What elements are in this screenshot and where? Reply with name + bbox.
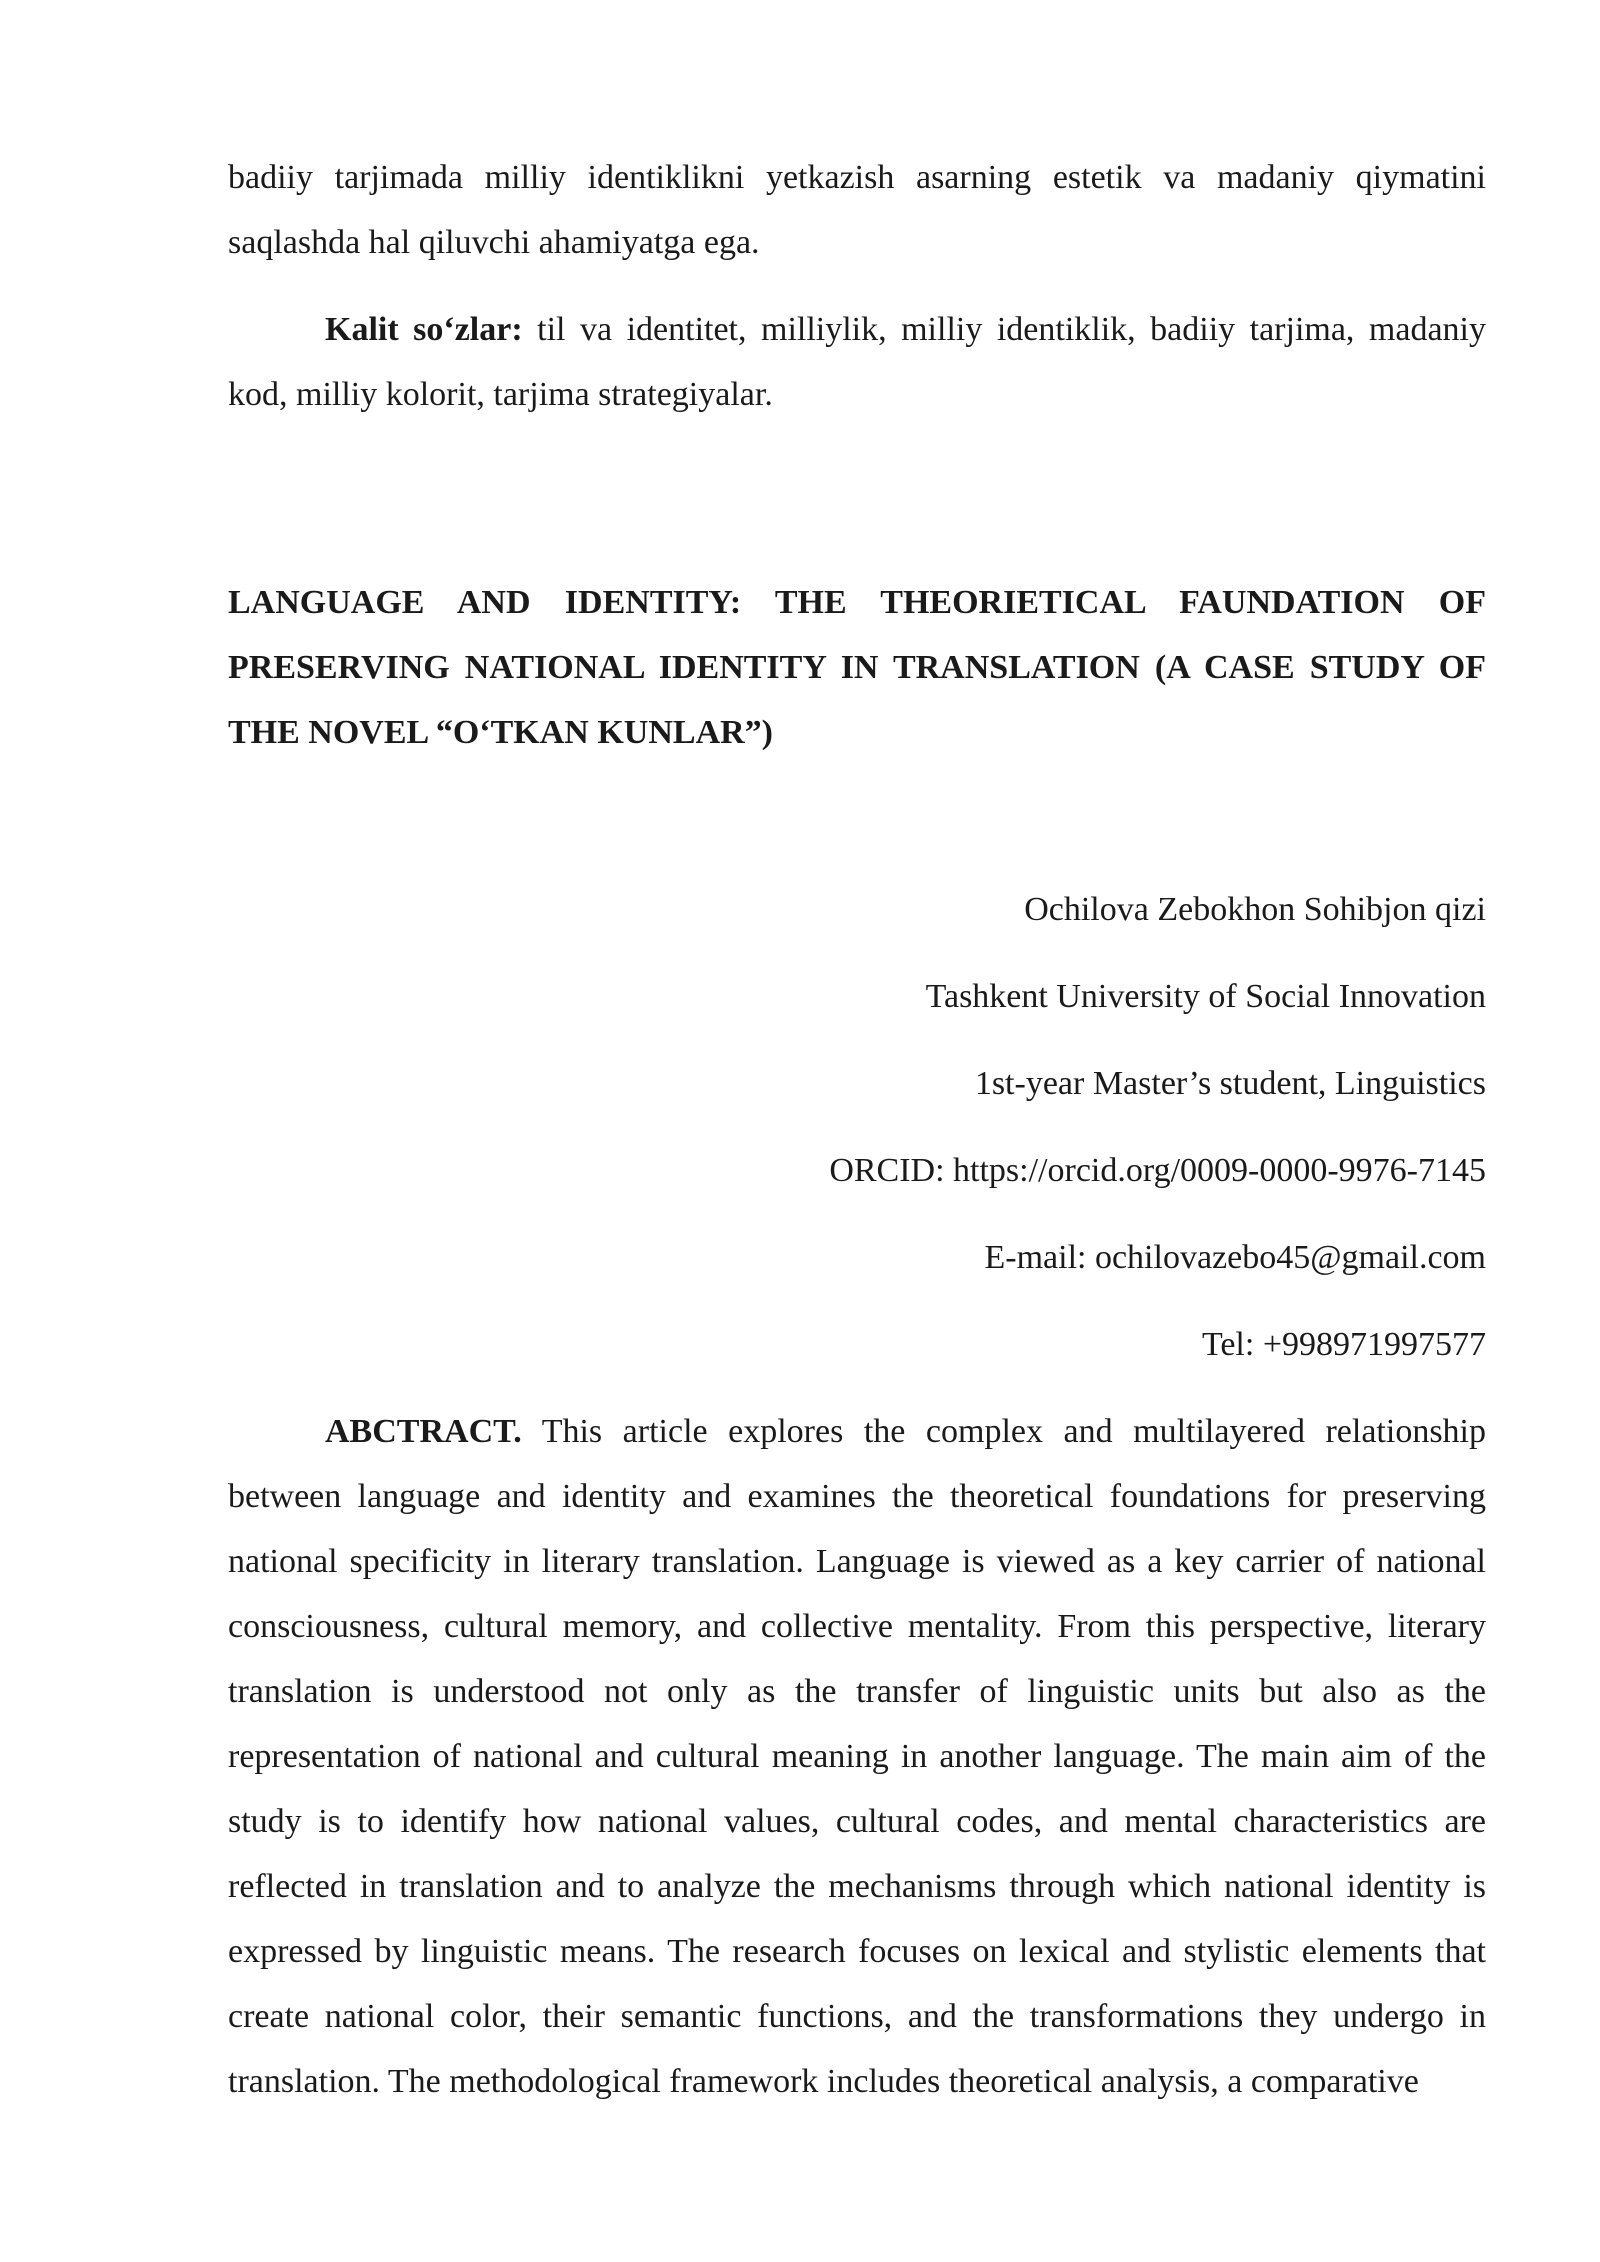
author-block bbox=[228, 877, 1486, 1377]
author-email: E-mail: ochilovazebo45@gmail.com bbox=[984, 1239, 1486, 1276]
top-paragraph-text: badiiy tarjimada milliy identiklikni yetkazish asarning estetik va madaniy qiymatini saqlashda hal qiluvchi ahamiyatga ega. bbox=[228, 159, 1486, 261]
author-university: Tashkent University of Social Innovation bbox=[925, 978, 1486, 1015]
author-tel: Tel: +998971997577 bbox=[1201, 1326, 1486, 1363]
abstract-paragraph bbox=[228, 1399, 1486, 2114]
keywords-text: til va identitet, milliylik, milliy identiklik, badiiy tarjima, madaniy kod, milliy kolorit, tarjima strategiyalar. bbox=[228, 311, 1486, 413]
article-title: LANGUAGE AND IDENTITY: THE THEORIETICAL FAUNDATION OF PRESERVING NATIONAL IDENTITY IN TRANSLATION (A CASE STUDY OF THE NOVEL “O‘TKAN KUNLAR”) bbox=[228, 584, 1486, 751]
top-paragraph bbox=[228, 145, 1486, 275]
keywords-label: Kalit so‘zlar: bbox=[325, 311, 523, 348]
document-page bbox=[228, 145, 1486, 2114]
author-name: Ochilova Zebokhon Sohibjon qizi bbox=[1024, 891, 1486, 928]
keywords-paragraph bbox=[228, 297, 1486, 427]
abstract-label: ABCTRACT. bbox=[325, 1413, 522, 1450]
author-position: 1st-year Master’s student, Linguistics bbox=[974, 1065, 1486, 1102]
author-orcid: ORCID: https://orcid.org/0009-0000-9976-7145 bbox=[829, 1152, 1486, 1189]
abstract-text: This article explores the complex and multilayered relationship between language and identity and examines the theoretical foundations for preserving national specificity in literary translation. Language is viewed as a key carrier of national consciousness, cultural memory, and collective mentality. From this perspective, literary translation is understood not only as the transfer of linguistic units but also as the representation of national and cultural meaning in another language. The main aim of the study is to identify how national values, cultural codes, and mental characteristics are reflected in translation and to analyze the mechanisms through which national identity is expressed by linguistic means. The research focuses on lexical and stylistic elements that create national color, their semantic functions, and the transformations they undergo in translation. The methodological framework includes theoretical analysis, a comparative bbox=[228, 1413, 1486, 2100]
